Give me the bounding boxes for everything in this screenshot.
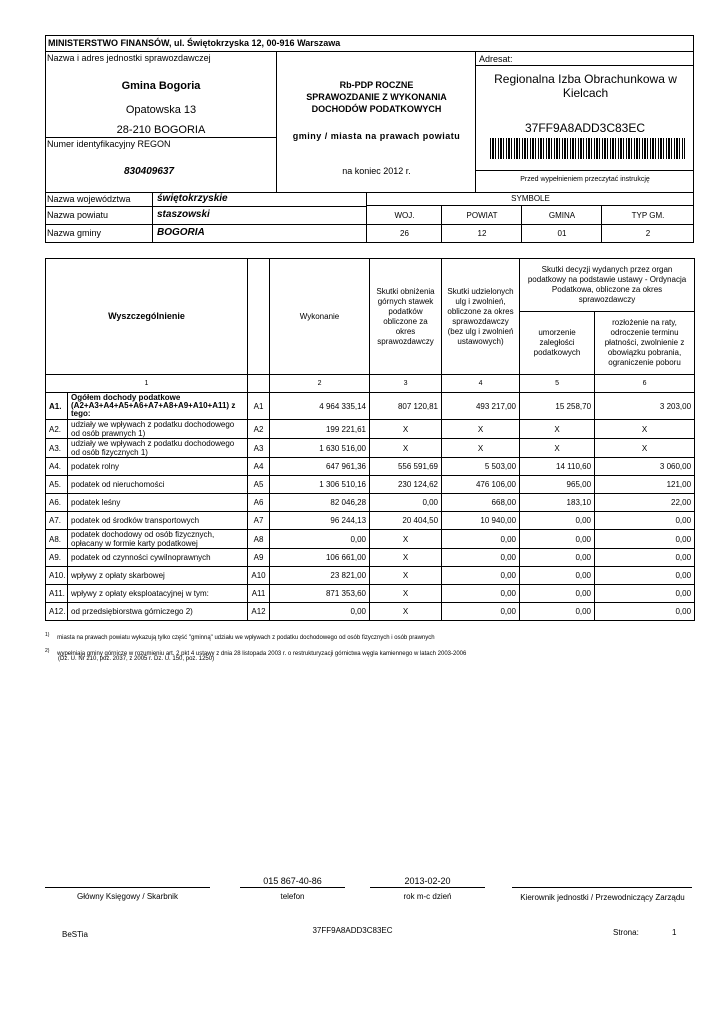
- symbol-header-powiat: POWIAT: [466, 211, 498, 220]
- row-code: A3: [248, 439, 270, 458]
- symbol-value-woj: 26: [400, 229, 409, 238]
- date-line: [370, 887, 485, 888]
- addressee-name: Regionalna Izba Obrachunkowa w Kielcach: [494, 72, 677, 100]
- county-value: staszowski: [157, 209, 210, 220]
- row-code: A12: [248, 603, 270, 621]
- document-id: 37FF9A8ADD3C83EC: [524, 121, 646, 135]
- addressee-divider: [476, 65, 694, 66]
- row-writeoff: 0,00: [520, 512, 595, 530]
- addressee-label: Adresat:: [479, 54, 513, 64]
- table-body: [46, 393, 695, 621]
- table-row: [46, 420, 695, 439]
- report-title-2: SPRAWOZDANIE Z WYKONANIA: [306, 92, 447, 102]
- row-lp: A2.: [46, 420, 68, 439]
- head-label: Kierownik jednostki / Przewodniczący Zarządu: [520, 893, 685, 902]
- footnote-1-text: miasta na prawach powiatu wykazują tylko część "gminną" udziału we wpływach z podatku dochodowego od osób fizycznych i osób prawnych: [57, 635, 435, 641]
- row-defer: 0,00: [595, 530, 695, 549]
- row-defer: 0,00: [595, 603, 695, 621]
- table-row: [46, 603, 695, 621]
- row-relief: 0,00: [442, 585, 520, 603]
- row-lp: A10.: [46, 567, 68, 585]
- row-exec: 0,00: [270, 530, 370, 549]
- row-name: Ogółem dochody podatkowe (A2+A3+A4+A5+A6+A7+A8+A9+A10+A11) z tego:: [68, 393, 248, 420]
- header-item: Wyszczególnienie: [46, 259, 248, 375]
- unit-street: Opatowska 13: [125, 104, 197, 116]
- report-period: na koniec 2012 r.: [342, 166, 411, 176]
- table-row: [46, 549, 695, 567]
- row-name: wpływy z opłaty skarbowej: [68, 567, 248, 585]
- row-exec: 96 244,13: [270, 512, 370, 530]
- table-row: [46, 530, 695, 549]
- table-row: [46, 585, 695, 603]
- row-name: podatek dochodowy od osób fizycznych, opłacany w formie karty podatkowej: [68, 530, 248, 549]
- row-exec: 23 821,00: [270, 567, 370, 585]
- row-name: wpływy z opłaty eksploatacyjnej w tym:: [68, 585, 248, 603]
- row-code: A1: [248, 393, 270, 420]
- row-relief: 493 217,00: [442, 393, 520, 420]
- row-code: A8: [248, 530, 270, 549]
- regon-divider: [45, 137, 277, 138]
- footnote-2-mark: 2): [45, 648, 50, 654]
- row-lp: A6.: [46, 494, 68, 512]
- row-defer: 0,00: [595, 567, 695, 585]
- phone-label: telefon: [280, 892, 305, 901]
- footnote-1: [45, 632, 685, 641]
- row-name: podatek od nieruchomości: [68, 476, 248, 494]
- row-lower-rates: X: [370, 603, 442, 621]
- row-lower-rates: 20 404,50: [370, 512, 442, 530]
- commune-label: Nazwa gminy: [47, 228, 102, 238]
- row-lower-rates: 230 124,62: [370, 476, 442, 494]
- row-lp: A1.: [46, 393, 68, 420]
- row-defer: 0,00: [595, 585, 695, 603]
- table-row: [46, 567, 695, 585]
- row-exec: 82 046,28: [270, 494, 370, 512]
- row-lower-rates: X: [370, 567, 442, 585]
- row-name: podatek rolny: [68, 458, 248, 476]
- footnote-2-line2: (Dz. U. Nr 210, poz. 2037, z 2005 r. Dz. U. 150, poz. 1250): [58, 656, 215, 662]
- row-writeoff: X: [520, 420, 595, 439]
- header-exec: Wykonanie: [270, 259, 370, 375]
- colnum-3: 3: [370, 375, 442, 393]
- row-exec: 106 661,00: [270, 549, 370, 567]
- voivodeship-value: świętokrzyskie: [157, 193, 228, 204]
- ministry-line: MINISTERSTWO FINANSÓW, ul. Świętokrzyska 12, 00-916 Warszawa: [45, 35, 694, 52]
- row-lp: A8.: [46, 530, 68, 549]
- symbol-value-powiat: 12: [477, 229, 487, 238]
- symbol-value-gmina: 01: [557, 229, 567, 238]
- row-lp: A5.: [46, 476, 68, 494]
- colnum-5: 5: [520, 375, 595, 393]
- row-relief: 0,00: [442, 530, 520, 549]
- row-defer: 121,00: [595, 476, 695, 494]
- row-exec: 1 630 516,00: [270, 439, 370, 458]
- row-exec: 4 964 335,14: [270, 393, 370, 420]
- report-title-1: Rb-PDP ROCZNE: [339, 80, 414, 90]
- row-lower-rates: X: [370, 549, 442, 567]
- unit-city: 28-210 BOGORIA: [116, 124, 206, 136]
- date-value: 2013-02-20: [404, 876, 451, 886]
- row-relief: 5 503,00: [442, 458, 520, 476]
- row-exec: 647 961,36: [270, 458, 370, 476]
- row-code: A5: [248, 476, 270, 494]
- row-writeoff: 0,00: [520, 530, 595, 549]
- row-code: A11: [248, 585, 270, 603]
- row-name: podatek od czynności cywilnoprawnych: [68, 549, 248, 567]
- table-row: [46, 494, 695, 512]
- colnum-2: 2: [270, 375, 370, 393]
- row-relief: 668,00: [442, 494, 520, 512]
- row-code: A4: [248, 458, 270, 476]
- row-lower-rates: X: [370, 420, 442, 439]
- row-writeoff: 0,00: [520, 549, 595, 567]
- row-code: A6: [248, 494, 270, 512]
- row-writeoff: 0,00: [520, 603, 595, 621]
- row-writeoff: X: [520, 439, 595, 458]
- table-row: [46, 439, 695, 458]
- name-address-label: Nazwa i adres jednostki sprawozdawczej: [47, 53, 211, 63]
- row-defer: 0,00: [595, 512, 695, 530]
- table-row: [46, 512, 695, 530]
- head-line: [512, 887, 692, 888]
- symbol-header-gmina: GMINA: [548, 211, 576, 220]
- row-lower-rates: X: [370, 530, 442, 549]
- page-label: Strona:: [613, 928, 639, 937]
- row-lp: A9.: [46, 549, 68, 567]
- date-label: rok m-c dzień: [403, 892, 452, 901]
- symbols-label: SYMBOLE: [511, 194, 550, 203]
- phone-value: 015 867-40-86: [263, 876, 322, 886]
- row-name: podatek od środków transportowych: [68, 512, 248, 530]
- row-name: od przedsiębiorstwa górniczego 2): [68, 603, 248, 621]
- table-row: [46, 393, 695, 420]
- row-name: podatek leśny: [68, 494, 248, 512]
- header-relief: Skutki udzielonych ulg i zwolnień, obliczone za okres sprawozdawczy (bez ulg i zwolnień ustawowych): [442, 259, 520, 375]
- row-exec: 199 221,61: [270, 420, 370, 439]
- footnote-2-line1: wypełniają gminy górnicze w rozumieniu art. 2 pkt 4 ustawy z dnia 28 listopada 2003 r. o restrukturyzacji górnictwa węgla kamiennego w latach 2003-2006: [57, 651, 467, 657]
- row-lp: A7.: [46, 512, 68, 530]
- row-relief: 0,00: [442, 567, 520, 585]
- phone-line: [240, 887, 345, 888]
- row-name: udziały we wpływach z podatku dochodowego od osób prawnych 1): [68, 420, 248, 439]
- colnum-code-empty: [248, 375, 270, 393]
- report-title-3: DOCHODÓW PODATKOWYCH: [311, 104, 442, 114]
- row-exec: 871 353,60: [270, 585, 370, 603]
- row-writeoff: 0,00: [520, 567, 595, 585]
- row-lower-rates: 556 591,69: [370, 458, 442, 476]
- row-code: A2: [248, 420, 270, 439]
- unit-name: Gmina Bogoria: [121, 80, 201, 92]
- row-lower-rates: 0,00: [370, 494, 442, 512]
- row-relief: X: [442, 439, 520, 458]
- row-relief: 0,00: [442, 603, 520, 621]
- row-lp: A4.: [46, 458, 68, 476]
- instruction-divider: [476, 170, 694, 171]
- row-lower-rates: X: [370, 585, 442, 603]
- header-defer: rozłożenie na raty, odroczenie terminu płatności, zwolnienie z obowiązku pobrania, ograniczenie poboru: [595, 312, 695, 375]
- row-lower-rates: 807 120,81: [370, 393, 442, 420]
- commune-value: BOGORIA: [157, 227, 205, 238]
- row-defer: 3 060,00: [595, 458, 695, 476]
- row-name: udziały we wpływach z podatku dochodowego od osób fizycznych 1): [68, 439, 248, 458]
- row-defer: X: [595, 420, 695, 439]
- report-subtitle: gminy / miasta na prawach powiatu: [292, 131, 461, 141]
- row-writeoff: 15 258,70: [520, 393, 595, 420]
- symbol-value-typ: 2: [645, 229, 651, 238]
- page-number: 1: [672, 928, 677, 937]
- software-name: BeSTia: [62, 930, 88, 939]
- instruction-note: Przed wypełnieniem przeczytać instrukcję: [520, 176, 650, 183]
- row-relief: X: [442, 420, 520, 439]
- header-writeoff: umorzenie zaległości podatkowych: [520, 312, 595, 375]
- row-code: A7: [248, 512, 270, 530]
- row-writeoff: 0,00: [520, 585, 595, 603]
- row-lp: A12.: [46, 603, 68, 621]
- regon-value: 830409637: [124, 166, 175, 177]
- row-writeoff: 14 110,60: [520, 458, 595, 476]
- revenue-table: [45, 258, 695, 621]
- footnote-1-mark: 1): [45, 632, 50, 638]
- row-relief: 0,00: [442, 549, 520, 567]
- symbol-header-typ: TYP GM.: [631, 211, 665, 220]
- header-code-spacer: [248, 259, 270, 375]
- row-code: A9: [248, 549, 270, 567]
- table-row: [46, 476, 695, 494]
- row-relief: 476 106,00: [442, 476, 520, 494]
- symbol-header-woj: WOJ.: [394, 211, 415, 220]
- row-writeoff: 183,10: [520, 494, 595, 512]
- colnum-4: 4: [442, 375, 520, 393]
- accountant-label: Główny Księgowy / Skarbnik: [77, 892, 178, 901]
- row-defer: 0,00: [595, 549, 695, 567]
- accountant-line: [45, 887, 210, 888]
- row-relief: 10 940,00: [442, 512, 520, 530]
- footer-doc-id: 37FF9A8ADD3C83EC: [312, 926, 393, 935]
- row-defer: 22,00: [595, 494, 695, 512]
- row-lower-rates: X: [370, 439, 442, 458]
- table-header-row-1: [46, 259, 695, 312]
- barcode-image: [490, 138, 685, 159]
- table-colnum-row: [46, 375, 695, 393]
- row-exec: 0,00: [270, 603, 370, 621]
- header-lower-rates: Skutki obniżenia górnych stawek podatków obliczone za okres sprawozdawczy: [370, 259, 442, 375]
- row-exec: 1 306 510,16: [270, 476, 370, 494]
- row-writeoff: 965,00: [520, 476, 595, 494]
- row-code: A10: [248, 567, 270, 585]
- header-decisions: Skutki decyzji wydanych przez organ podatkowy na podstawie ustawy - Ordynacja Podatkowa, obliczone za okres sprawozdawczy: [520, 259, 695, 312]
- county-label: Nazwa powiatu: [47, 210, 109, 220]
- colnum-1: 1: [46, 375, 248, 393]
- row-lp: A11.: [46, 585, 68, 603]
- voivodeship-label: Nazwa województwa: [47, 194, 131, 204]
- colnum-6: 6: [595, 375, 695, 393]
- row-defer: 3 203,00: [595, 393, 695, 420]
- table-row: [46, 458, 695, 476]
- row-lp: A3.: [46, 439, 68, 458]
- row-defer: X: [595, 439, 695, 458]
- regon-label: Numer identyfikacyjny REGON: [47, 139, 171, 149]
